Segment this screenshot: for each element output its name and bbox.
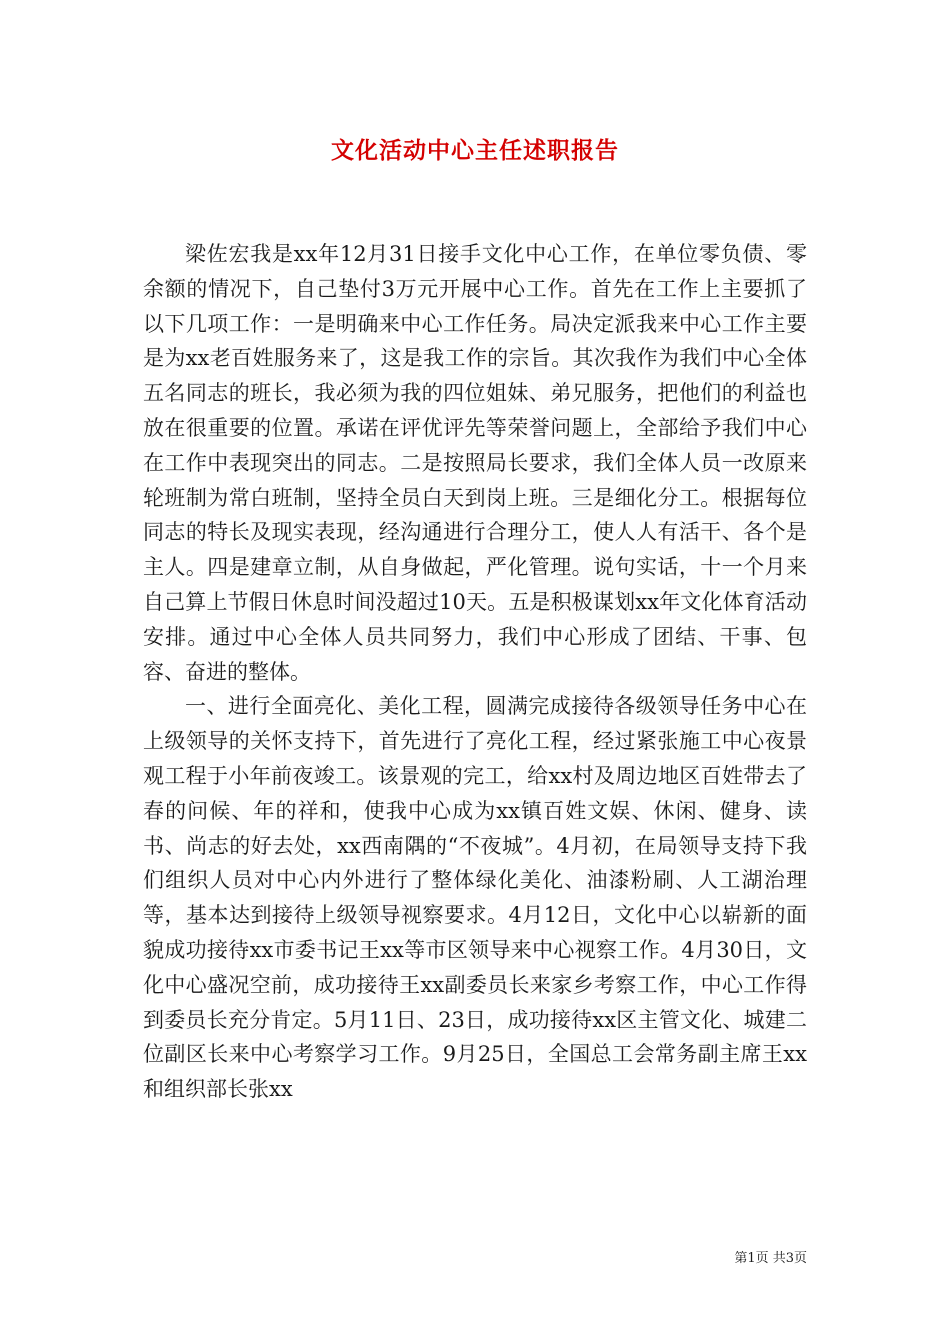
paragraph-section-one: 一、进行全面亮化、美化工程，圆满完成接待各级领导任务中心在上级领导的关怀支持下，首先进行了亮化工程，经过紧张施工中心夜景观工程于小年前夜竣工。该景观的完工，给xx村及周边地区百姓带去了春的问候、年的祥和，使我中心成为xx镇百姓文娱、休闲、健身、读书、尚志的好去处，xx西南隅的“不夜城”。4月初，在局领导支持下我们组织人员对中心内外进行了整体绿化美化、油漆粉刷、人工湖治理等，基本达到接待上级领导视察要求。4月12日，文化中心以崭新的面貌成功接待xx市委书记王xx等市区领导来中心视察工作。4月30日，文化中心盛况空前，成功接待王xx副委员长来家乡考察工作，中心工作得到委员长充分肯定。5月11日、23日，成功接待xx区主管文化、城建二位副区长来中心考察学习工作。9月25日，全国总工会常务副主席王xx和组织部长张xx [143,694,807,1102]
document-body [143,237,807,1107]
paragraph-intro: 梁佐宏我是xx年12月31日接手文化中心工作，在单位零负债、零余额的情况下，自己垫付3万元开展中心工作。首先在工作上主要抓了以下几项工作：一是明确来中心工作任务。局决定派我来中心工作主要是为xx老百姓服务来了，这是我工作的宗旨。其次我作为我们中心全体五名同志的班长，我必须为我的四位姐妹、弟兄服务，把他们的利益也放在很重要的位置。承诺在评优评先等荣誉问题上，全部给予我们中心在工作中表现突出的同志。二是按照局长要求，我们全体人员一改原来轮班制为常白班制，坚持全员白天到岗上班。三是细化分工。根据每位同志的特长及现实表现，经沟通进行合理分工，使人人有活干、各个是主人。四是建章立制，从自身做起，严化管理。说句实话，十一个月来自己算上节假日休息时间没超过10天。五是积极谋划xx年文化体育活动安排。通过中心全体人员共同努力，我们中心形成了团结、干事、包容、奋进的整体。 [143,242,807,684]
document-title: 文化活动中心主任述职报告 [331,137,619,164]
page-number-footer: 第1页 共3页 [734,1251,807,1266]
